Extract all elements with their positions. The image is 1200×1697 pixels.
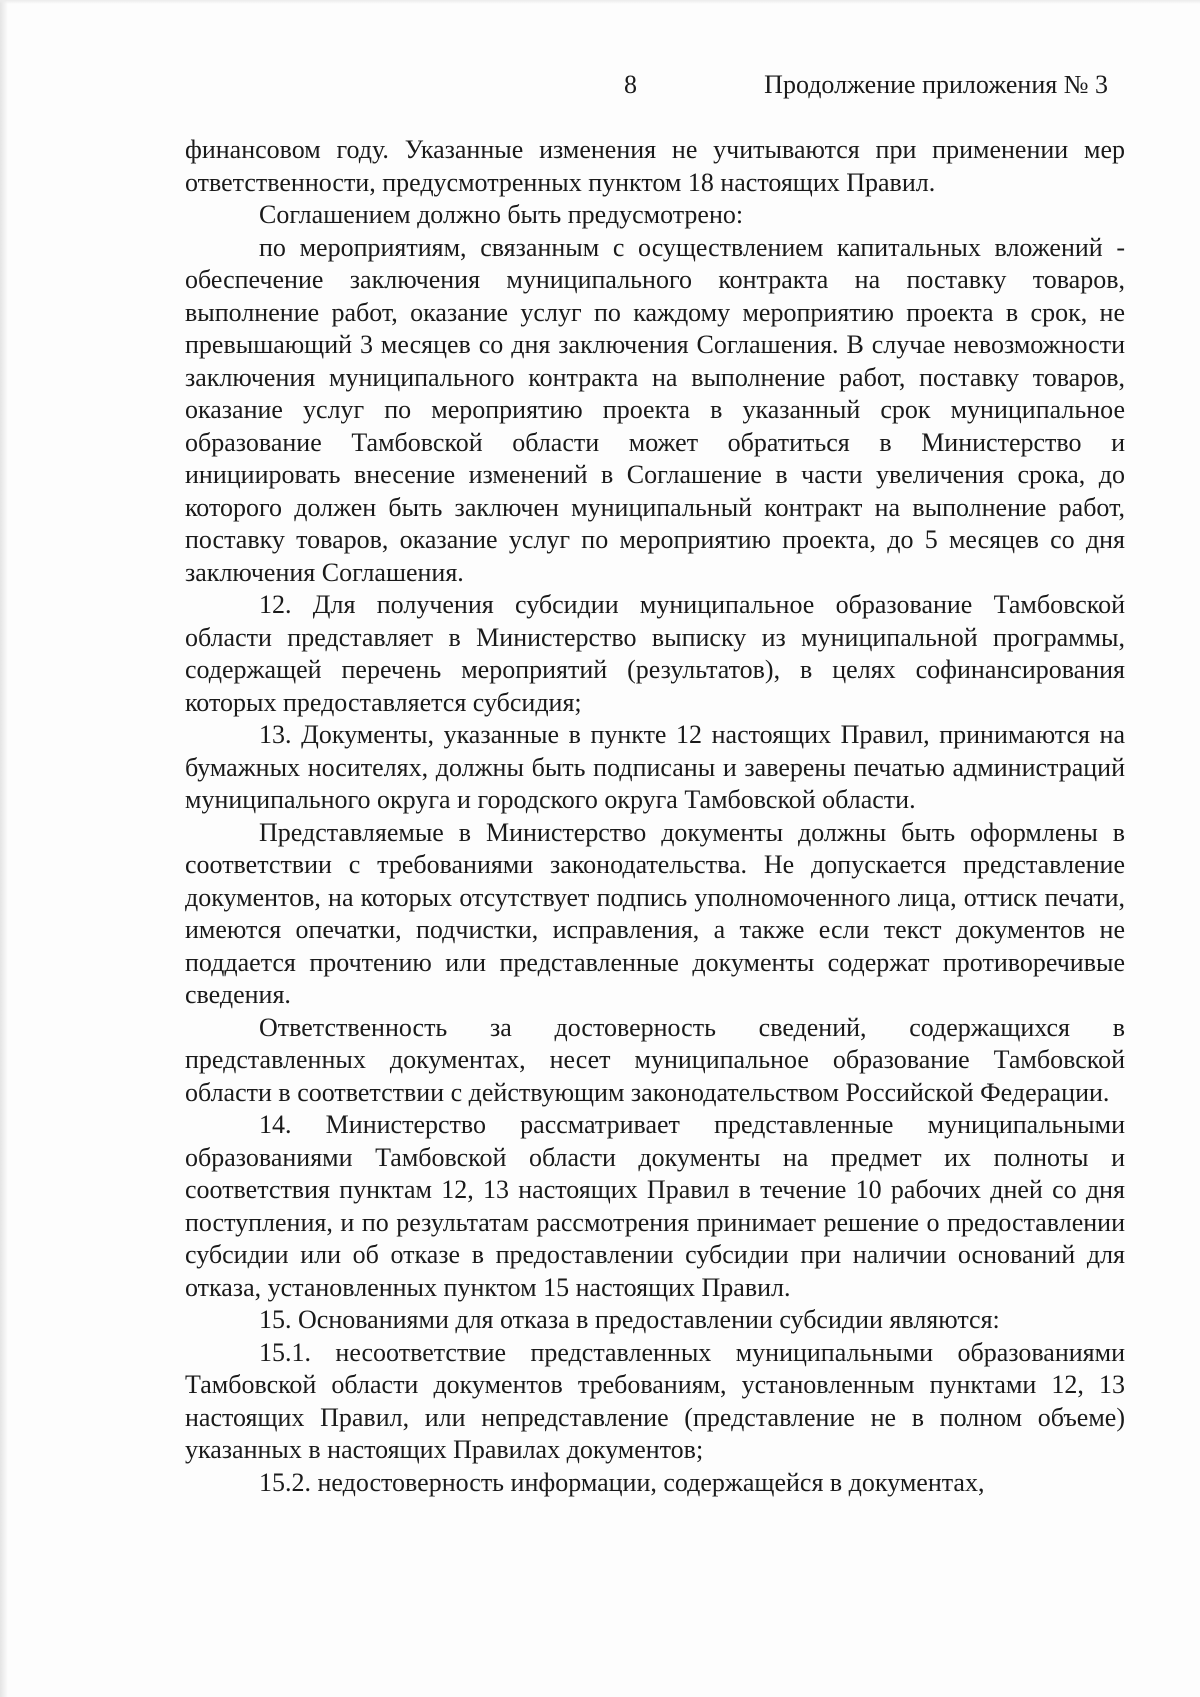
paragraph-documents-requirements: Представляемые в Министерство документы должны быть оформлены в соответствии с требованиями законодательства. Не допускается представление документов, на которых отсутствует подпись уполномоченного лица, оттиск печати, имеются опечатки, подчистки, исправления, а также если текст документов не поддается прочтению или представленные документы содержат противоречивые сведения.: [185, 817, 1125, 1009]
paragraph-responsibility: Ответственность за достоверность сведений, содержащихся в представленных документах, несет муниципальное образование Тамбовской области в соответствии с действующим законодательством Российской Федерации.: [185, 1012, 1125, 1107]
scan-edge-left: [0, 0, 8, 1697]
paragraph-clause-13: 13. Документы, указанные в пункте 12 настоящих Правил, принимаются на бумажных носителях, должны быть подписаны и заверены печатью администраций муниципального округа и городского округа Тамбовской области.: [185, 720, 1125, 814]
paragraph-agreement-intro: Соглашением должно быть предусмотрено:: [259, 200, 744, 229]
paragraph-clause-15-2: 15.2. недостоверность информации, содержащейся в документах,: [259, 1467, 985, 1497]
paragraph-clause-15-1: 15.1. несоответствие представленных муниципальными образованиями Тамбовской области документов требованиям, установленным пунктами 12, 13 настоящих Правил, или непредставление (представление не в полном объеме) указанных в настоящих Правилах документов;: [185, 1337, 1125, 1464]
page-number: 8: [624, 70, 637, 99]
paragraph-clause-14: 14. Министерство рассматривает представленные муниципальными образованиями Тамбовской области документы на предмет их полноты и соответствия пунктам 12, 13 настоящих Правил в течение 10 рабочих дней со дня поступления, и по результатам рассмотрения принимает решение о предоставлении субсидии или об отказе в предоставлении субсидии при наличии оснований для отказа, установленных пунктом 15 настоящих Правил.: [185, 1110, 1125, 1302]
paragraph-clause-15: 15. Основаниями для отказа в предоставлении субсидии являются:: [259, 1305, 1000, 1334]
scan-edge-top: [0, 0, 1200, 4]
document-body: [185, 134, 1125, 1499]
appendix-header: Продолжение приложения № 3: [764, 70, 1108, 99]
paragraph-capital-investments: по мероприятиям, связанным с осуществлением капитальных вложений - обеспечение заключения муниципального контракта на поставку товаров, выполнение работ, оказание услуг по каждому мероприятию проекта в срок, не превышающий 3 месяцев со дня заключения Соглашения. В случае невозможности заключения муниципального контракта на выполнение работ, поставку товаров, оказание услуг по мероприятию проекта в указанный срок муниципальное образование Тамбовской области может обратиться в Министерство и инициировать внесение изменений в Соглашение в части увеличения срока, до которого должен быть заключен муниципальный контракт на выполнение работ, поставку товаров, оказание услуг по мероприятию проекта, до 5 месяцев со дня заключения Соглашения.: [185, 232, 1125, 587]
paragraph-continuation: финансовом году. Указанные изменения не учитываются при применении мер ответственности, предусмотренных пунктом 18 настоящих Правил.: [185, 135, 1125, 197]
paragraph-clause-12: 12. Для получения субсидии муниципальное образование Тамбовской области представляет в Министерство выписку из муниципальной программы, содержащей перечень мероприятий (результатов), в целях софинансирования которых предоставляется субсидия;: [185, 590, 1125, 717]
